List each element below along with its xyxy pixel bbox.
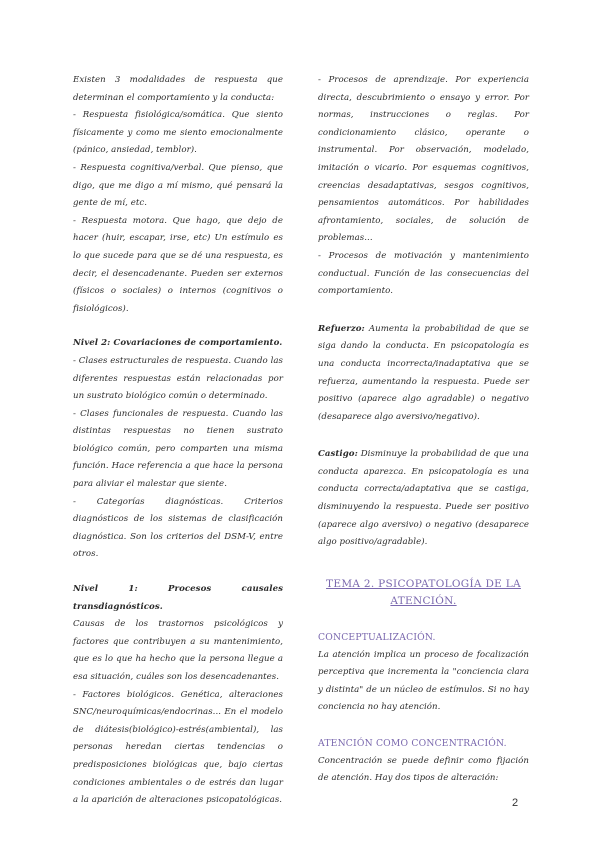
nivel1-intro: Causas de los trastornos psicológicos y factores que contribuyen a su mantenimiento, que es lo que ha hecho que la persona llegue a esa situación, cuáles son los desencadenantes.: [73, 619, 283, 682]
nivel2-item-funcionales: - Clases funcionales de respuesta. Cuando las distintas respuestas no tienen sustrato biológico común, pero comparten una misma función. Hace referencia a que hace la persona para aliviar el malestar que siente.: [73, 408, 283, 490]
respuesta-motora: - Respuesta motora. Que hago, que dejo de hacer (huir, escapar, irse, etc) Un estímulo es lo que sucede para que se dé una respuesta, es decir, el desencadenante. Pueden ser externos (físicos o sociales) o internos (cognitivos o fisiológicos).: [73, 215, 283, 314]
right-column: [318, 72, 529, 788]
refuerzo-text: Aumenta la probabilidad de que se siga dando la conducta. En psicopatología es una conducta incorrecta/inadaptativa que se refuerza, aumentando la respuesta. Puede ser positivo (aparece algo agradable) o negativo (desaparece algo aversivo/negativo).: [318, 323, 529, 422]
modalidades-intro: Existen 3 modalidades de respuesta que determinan el comportamiento y la conducta:: [73, 75, 283, 103]
page-number: 2: [512, 797, 519, 809]
procesos-aprendizaje: - Procesos de aprendizaje. Por experiencia directa, descubrimiento o ensayo y error. Por normas, instrucciones o reglas. Por condicionamiento clásico, operante o instrumental. Por observación, modelado, imitación o vicario. Por esquemas cognitivos, creencias desadaptativas, sesgos cognitivos, pensamientos automáticos. Por habilidades afrontamiento, sociales, de solución de problemas...: [318, 75, 529, 244]
tema-title: TEMA 2. PSICOPATOLOGÍA DE LA ATENCIÓN.: [326, 577, 521, 608]
nivel1-item-biologicos: - Factores biológicos. Genética, alteraciones SNC/neuroquímicas/endocrinas... En el modelo de diátesis(biológico)-estrés(ambiental), las personas heredan ciertas tendencias o predisposiciones biológicas que, bajo ciertas condiciones ambientales o de estrés dan lugar a la aparición de alteraciones psicopatológicas.: [73, 689, 283, 806]
left-column: [73, 72, 283, 810]
castigo-term: Castigo:: [318, 449, 358, 460]
conceptualizacion-heading: CONCEPTUALIZACIÓN.: [318, 632, 436, 644]
nivel2-item-categorias: - Categorías diagnósticas. Criterios diagnósticos de los sistemas de clasificación diagnóstica. Son los criterios del DSM-V, entre otros.: [73, 496, 283, 560]
nivel2-heading: Nivel 2: Covariaciones de comportamiento.: [73, 338, 283, 349]
nivel2-item-estructurales: - Clases estructurales de respuesta. Cuando las diferentes respuestas están relacionadas por un sustrato biológico común o determinado.: [73, 355, 283, 402]
concentracion-text: Concentración se puede definir como fijación de atención. Hay dos tipos de alteración:: [318, 755, 529, 784]
conceptualizacion-text: La atención implica un proceso de focalización perceptiva que incrementa la "conciencia clara y distinta" de un núcleo de estímulos. Si no hay conciencia no hay atención.: [318, 649, 529, 713]
concentracion-heading: ATENCIÓN COMO CONCENTRACIÓN.: [318, 738, 507, 749]
procesos-motivacion: - Procesos de motivación y mantenimiento conductual. Función de las consecuencias del comportamiento.: [318, 250, 529, 297]
respuesta-fisiologica: - Respuesta fisiológica/somática. Que siento físicamente y como me siento emocionalmente (pánico, ansiedad, temblor).: [73, 110, 283, 156]
nivel1-heading: Nivel 1: Procesos causales transdiagnósticos.: [73, 584, 283, 612]
respuesta-cognitiva: - Respuesta cognitiva/verbal. Que pienso, que digo, que me digo a mí mismo, qué pensará la gente de mí, etc.: [73, 162, 283, 209]
refuerzo-paragraph: [318, 321, 529, 427]
castigo-text: Disminuye la probabilidad de que una conducta aparezca. En psicopatología es una conducta correcta/adaptativa que se castiga, disminuyendo la respuesta. Puede ser positivo (aparece algo aversivo) o negativo (desaparece algo positivo/agradable).: [318, 449, 529, 548]
castigo-paragraph: [318, 446, 529, 552]
refuerzo-term: Refuerzo:: [318, 323, 365, 334]
